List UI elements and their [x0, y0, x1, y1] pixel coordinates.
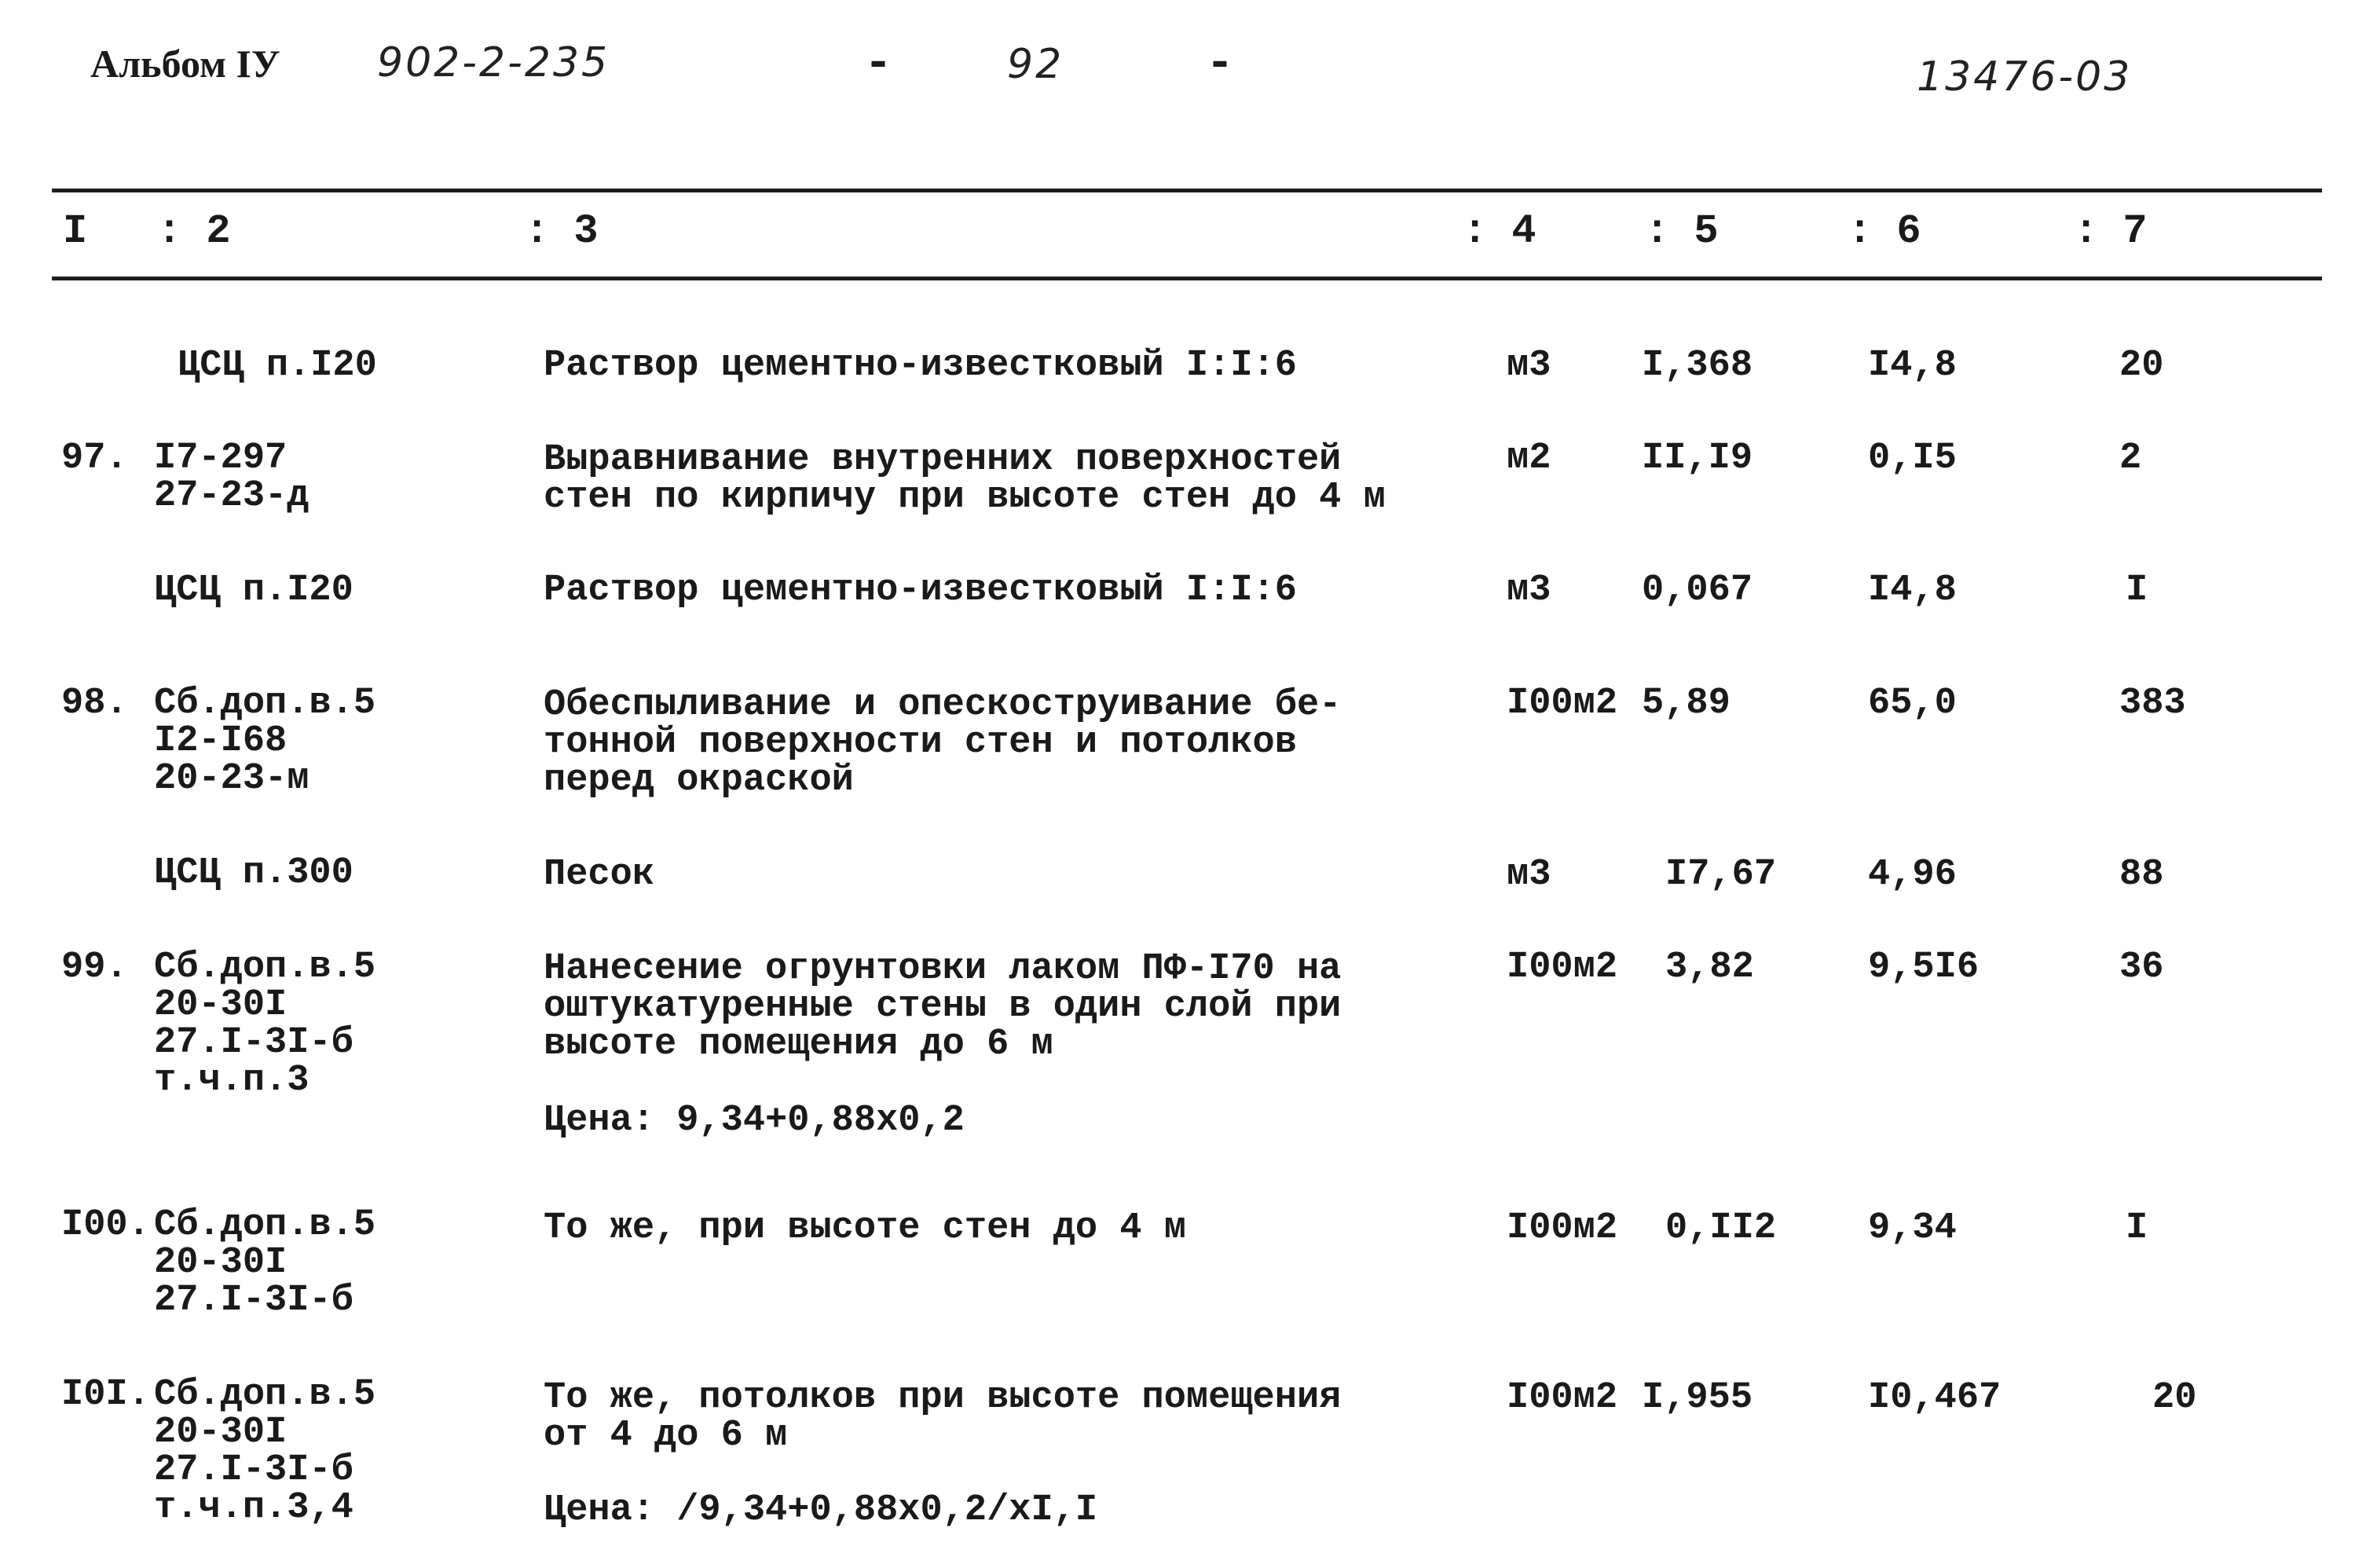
row-number: I0I. — [61, 1374, 150, 1416]
column-header-1: I — [63, 208, 88, 255]
row-quantity: II,I9 — [1642, 438, 1753, 479]
column-header-3: : 3 — [525, 208, 599, 255]
row-unit: м2 — [1507, 438, 1551, 479]
row-quantity: 0,067 — [1642, 570, 1753, 611]
row-unit-price: I0,467 — [1868, 1377, 2002, 1419]
row-unit-price: I4,8 — [1868, 570, 1957, 611]
column-header-6: : 6 — [1848, 208, 1921, 255]
column-header-7: : 7 — [2074, 208, 2148, 255]
row-unit-price: 9,5I6 — [1868, 947, 1980, 988]
row-reference: Сб.доп.в.5 I2-I68 20-23-м — [154, 683, 376, 800]
row-number: 97. — [61, 438, 128, 479]
row-quantity: I,368 — [1642, 345, 1753, 387]
row-unit-price: I4,8 — [1868, 345, 1957, 387]
row-description: То же, потолков при высоте помещения от 4 до 6 м — [544, 1377, 1342, 1456]
row-reference: ЦСЦ п.I20 — [154, 570, 353, 611]
project-code: 902-2-235 — [377, 39, 610, 86]
row-total: I — [2126, 570, 2148, 611]
row-unit: I00м2 — [1507, 1377, 1618, 1419]
row-description: Раствор цементно-известковый I:I:6 — [544, 570, 1297, 611]
row-description: Нанесение огрунтовки лаком ПФ-I70 на оштукатуренные стены в один слой при высоте помещения до 6 м — [544, 948, 1342, 1065]
row-unit: м3 — [1507, 854, 1551, 896]
document-number: 13476-03 — [1917, 53, 2133, 101]
row-quantity: 3,82 — [1665, 947, 1754, 988]
column-header-5: : 5 — [1645, 208, 1719, 255]
row-total: I — [2126, 1207, 2148, 1249]
page-dash-right: - — [1206, 38, 1235, 91]
row-total: 20 — [2119, 345, 2164, 387]
row-description: Раствор цементно-известковый I:I:6 — [544, 345, 1297, 387]
row-total: 383 — [2119, 683, 2186, 724]
row-unit-price: 65,0 — [1868, 683, 1957, 724]
row-description: Выравнивание внутренних поверхностей стен по кирпичу при высоте стен до 4 м — [544, 439, 1386, 518]
row-description: Обеспыливание и опескоструивание бе- тонной поверхности стен и потолков перед окраской — [544, 684, 1342, 801]
row-total: 36 — [2119, 947, 2164, 988]
row-total: 2 — [2119, 438, 2142, 479]
row-price-note: Цена: 9,34+0,88х0,2 — [544, 1100, 965, 1141]
table-header-rule — [52, 277, 2322, 280]
row-reference: Сб.доп.в.5 20-30I 27.I-3I-б — [154, 1204, 376, 1321]
row-unit: м3 — [1507, 345, 1551, 387]
row-description: Песок — [544, 854, 655, 896]
row-reference: Сб.доп.в.5 20-30I 27.I-3I-б т.ч.п.3 — [154, 947, 376, 1101]
page-number: 92 — [1007, 41, 1064, 88]
column-header-4: : 4 — [1463, 208, 1536, 255]
table-top-rule — [52, 189, 2322, 192]
row-quantity: I,955 — [1642, 1377, 1753, 1419]
row-total: 88 — [2119, 854, 2164, 896]
row-unit: I00м2 — [1507, 683, 1618, 724]
row-unit-price: 4,96 — [1868, 854, 1957, 896]
row-unit: I00м2 — [1507, 947, 1618, 988]
row-reference: ЦСЦ п.300 — [154, 852, 353, 894]
album-label: Альбом IУ — [90, 42, 280, 86]
row-number: 99. — [61, 947, 128, 988]
row-description: То же, при высоте стен до 4 м — [544, 1207, 1186, 1249]
row-reference: ЦСЦ п.I20 — [178, 345, 377, 387]
row-reference: Сб.доп.в.5 20-30I 27.I-3I-б т.ч.п.3,4 — [154, 1374, 376, 1529]
row-unit-price: 9,34 — [1868, 1207, 1957, 1249]
row-reference: I7-297 27-23-д — [154, 438, 309, 517]
row-number: I00. — [61, 1204, 150, 1246]
row-unit-price: 0,I5 — [1868, 438, 1957, 479]
row-price-note: Цена: /9,34+0,88х0,2/хI,I — [544, 1489, 1098, 1531]
row-unit: I00м2 — [1507, 1207, 1618, 1249]
page-dash-left: - — [864, 38, 893, 91]
row-quantity: I7,67 — [1665, 854, 1777, 896]
column-header-2: : 2 — [157, 208, 231, 255]
row-quantity: 0,II2 — [1665, 1207, 1777, 1249]
row-quantity: 5,89 — [1642, 683, 1731, 724]
row-total: 20 — [2152, 1377, 2197, 1419]
row-number: 98. — [61, 683, 128, 724]
row-unit: м3 — [1507, 570, 1551, 611]
